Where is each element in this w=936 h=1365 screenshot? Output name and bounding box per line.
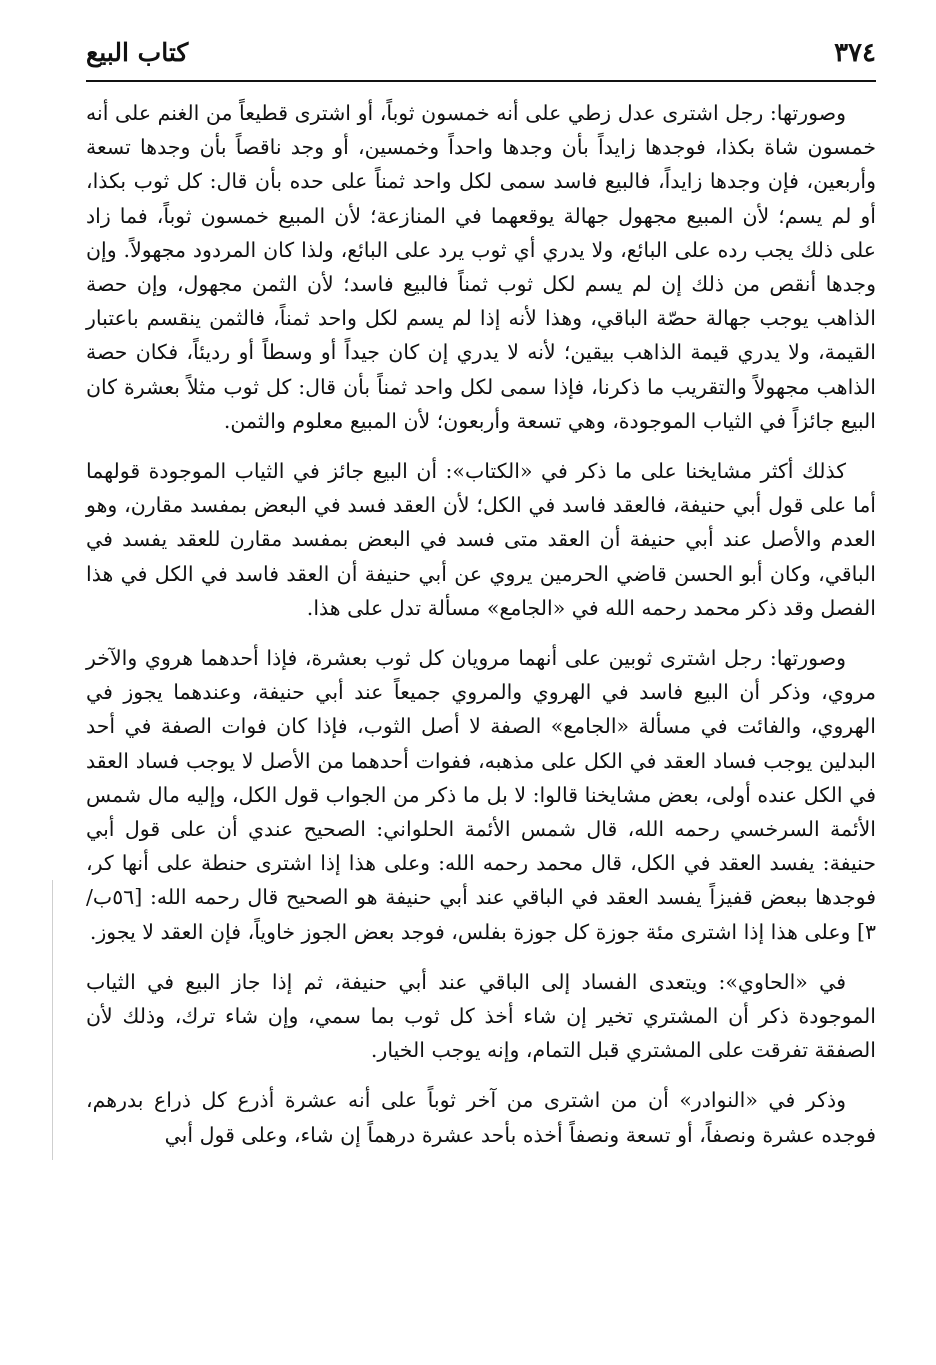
running-title: كتاب البيع <box>86 38 189 67</box>
paragraph-5: وذكر في «النوادر» أن من اشترى من آخر ثوباً على أنه عشرة أذرع كل ذراع بدرهم، فوجده عشرة ونصفاً، أو تسعة ونصفاً أخذه بأحد عشرة درهماً إن شاء، وعلى قول أبي <box>86 1088 876 1147</box>
page-number: ٣٧٤ <box>834 38 876 68</box>
paragraph-4: في «الحاوي»: ويتعدى الفساد إلى الباقي عند أبي حنيفة، ثم إذا جاز البيع في الثياب الموجودة ذكر أن المشتري تخير إن شاء أخذ كل ثوب بما سمي، وإن شاء ترك، وذلك لأن الصفقة تفرقت على المشتري قبل التمام، وإنه يوجب الخيار. <box>86 969 876 1063</box>
scan-margin-line <box>52 880 53 1160</box>
page-body <box>86 96 876 1152</box>
paragraph-3: وصورتها: رجل اشترى ثوبين على أنهما مرويان كل ثوب بعشرة، فإذا أحدهما هروي والآخر مروي، وذكر أن البيع فاسد في الهروي والمروي جميعاً عند أبي حنيفة، وعندهما يجوز في الهروي، والفائت في مسألة «الجامع» الصفة لا أصل الثوب، فإذا كان فوات الصفة في أحد البدلين يوجب فساد العقد في الكل على مذهبه، ففوات أحدهما من الأصل لا يوجب فساد العقد في الكل عنده أولى، بعض مشايخنا قالوا: لا بل ما ذكر من الجواب قول الكل، وإليه مال شمس الأئمة السرخسي رحمه الله، قال شمس الأئمة الحلواني: الصحيح عندي أن على قول أبي حنيفة: يفسد العقد في الكل، قال محمد رحمه الله: وعلى هذا إذا اشترى حنطة على أنها كر، فوجدها ببعض قفيزاً يفسد العقد في الباقي عند أبي حنيفة هو الصحيح قال رحمه الله: [٥٦ب/٣] وعلى هذا إذا اشترى مئة جوزة كل جوزة بفلس، فوجد بعض الجوز خاوياً، فإن العقد لا يجوز. <box>86 646 876 944</box>
paragraph-2: كذلك أكثر مشايخنا على ما ذكر في «الكتاب»: أن البيع جائز في الثياب الموجودة قولهما أما على قول أبي حنيفة، فالعقد فاسد في الكل؛ لأن العقد فسد في البعض بمفسد مقارن، وهو العدم والأصل عند أبي حنيفة أن العقد متى فسد في البعض بمفسد مقارن للعقد يفسد في الباقي، وكان أبو الحسن قاضي الحرمين يروي عن أبي حنيفة أن العقد فاسد في الكل في هذا الفصل وقد ذكر محمد رحمه الله في «الجامع» مسألة تدل على هذا. <box>86 459 876 620</box>
header-rule <box>86 80 876 82</box>
page-header <box>86 28 876 72</box>
paragraph-1: وصورتها: رجل اشترى عدل زطي على أنه خمسون ثوباً، أو اشترى قطيعاً من الغنم على أنه خمسون شاة بكذا، فوجدها زايداً بأن وجدها واحداً وخمسين، أو وجد ناقصاً بأن وجدها تسعة وأربعين، فإن وجدها زايداً، فالبيع فاسد سمى لكل واحد ثمناً على حده بأن قال: كل ثوب بكذا، أو لم يسم؛ لأن المبيع مجهول جهالة يوقعهما في المنازعة؛ لأن المبيع خمسون ثوباً، فما زاد على ذلك يجب رده على البائع، ولا يدري أي ثوب يرد على البائع، ولذا كان المردود مجهولاً. وإن وجدها أنقص من ذلك إن لم يسم لكل ثوب ثمناً فالبيع فاسد؛ لأن الثمن مجهول، وإن حصة الذاهب يوجب جهالة حصّة الباقي، وهذا لأنه إذا لم يسم لكل واحد ثمناً، فالثمن ينقسم باعتبار القيمة، ولا يدري قيمة الذاهب بيقين؛ لأنه لا يدري إن كان جيداً أو وسطاً أو رديئاً، فكان حصة الذاهب مجهولاً والتقريب ما ذكرنا، فإذا سمى لكل واحد ثمناً بأن قال: كل ثوب مثلاً بعشرة كان البيع جائزاً في الثياب الموجودة، وهي تسعة وأربعون؛ لأن المبيع معلوم والثمن. <box>86 101 876 433</box>
